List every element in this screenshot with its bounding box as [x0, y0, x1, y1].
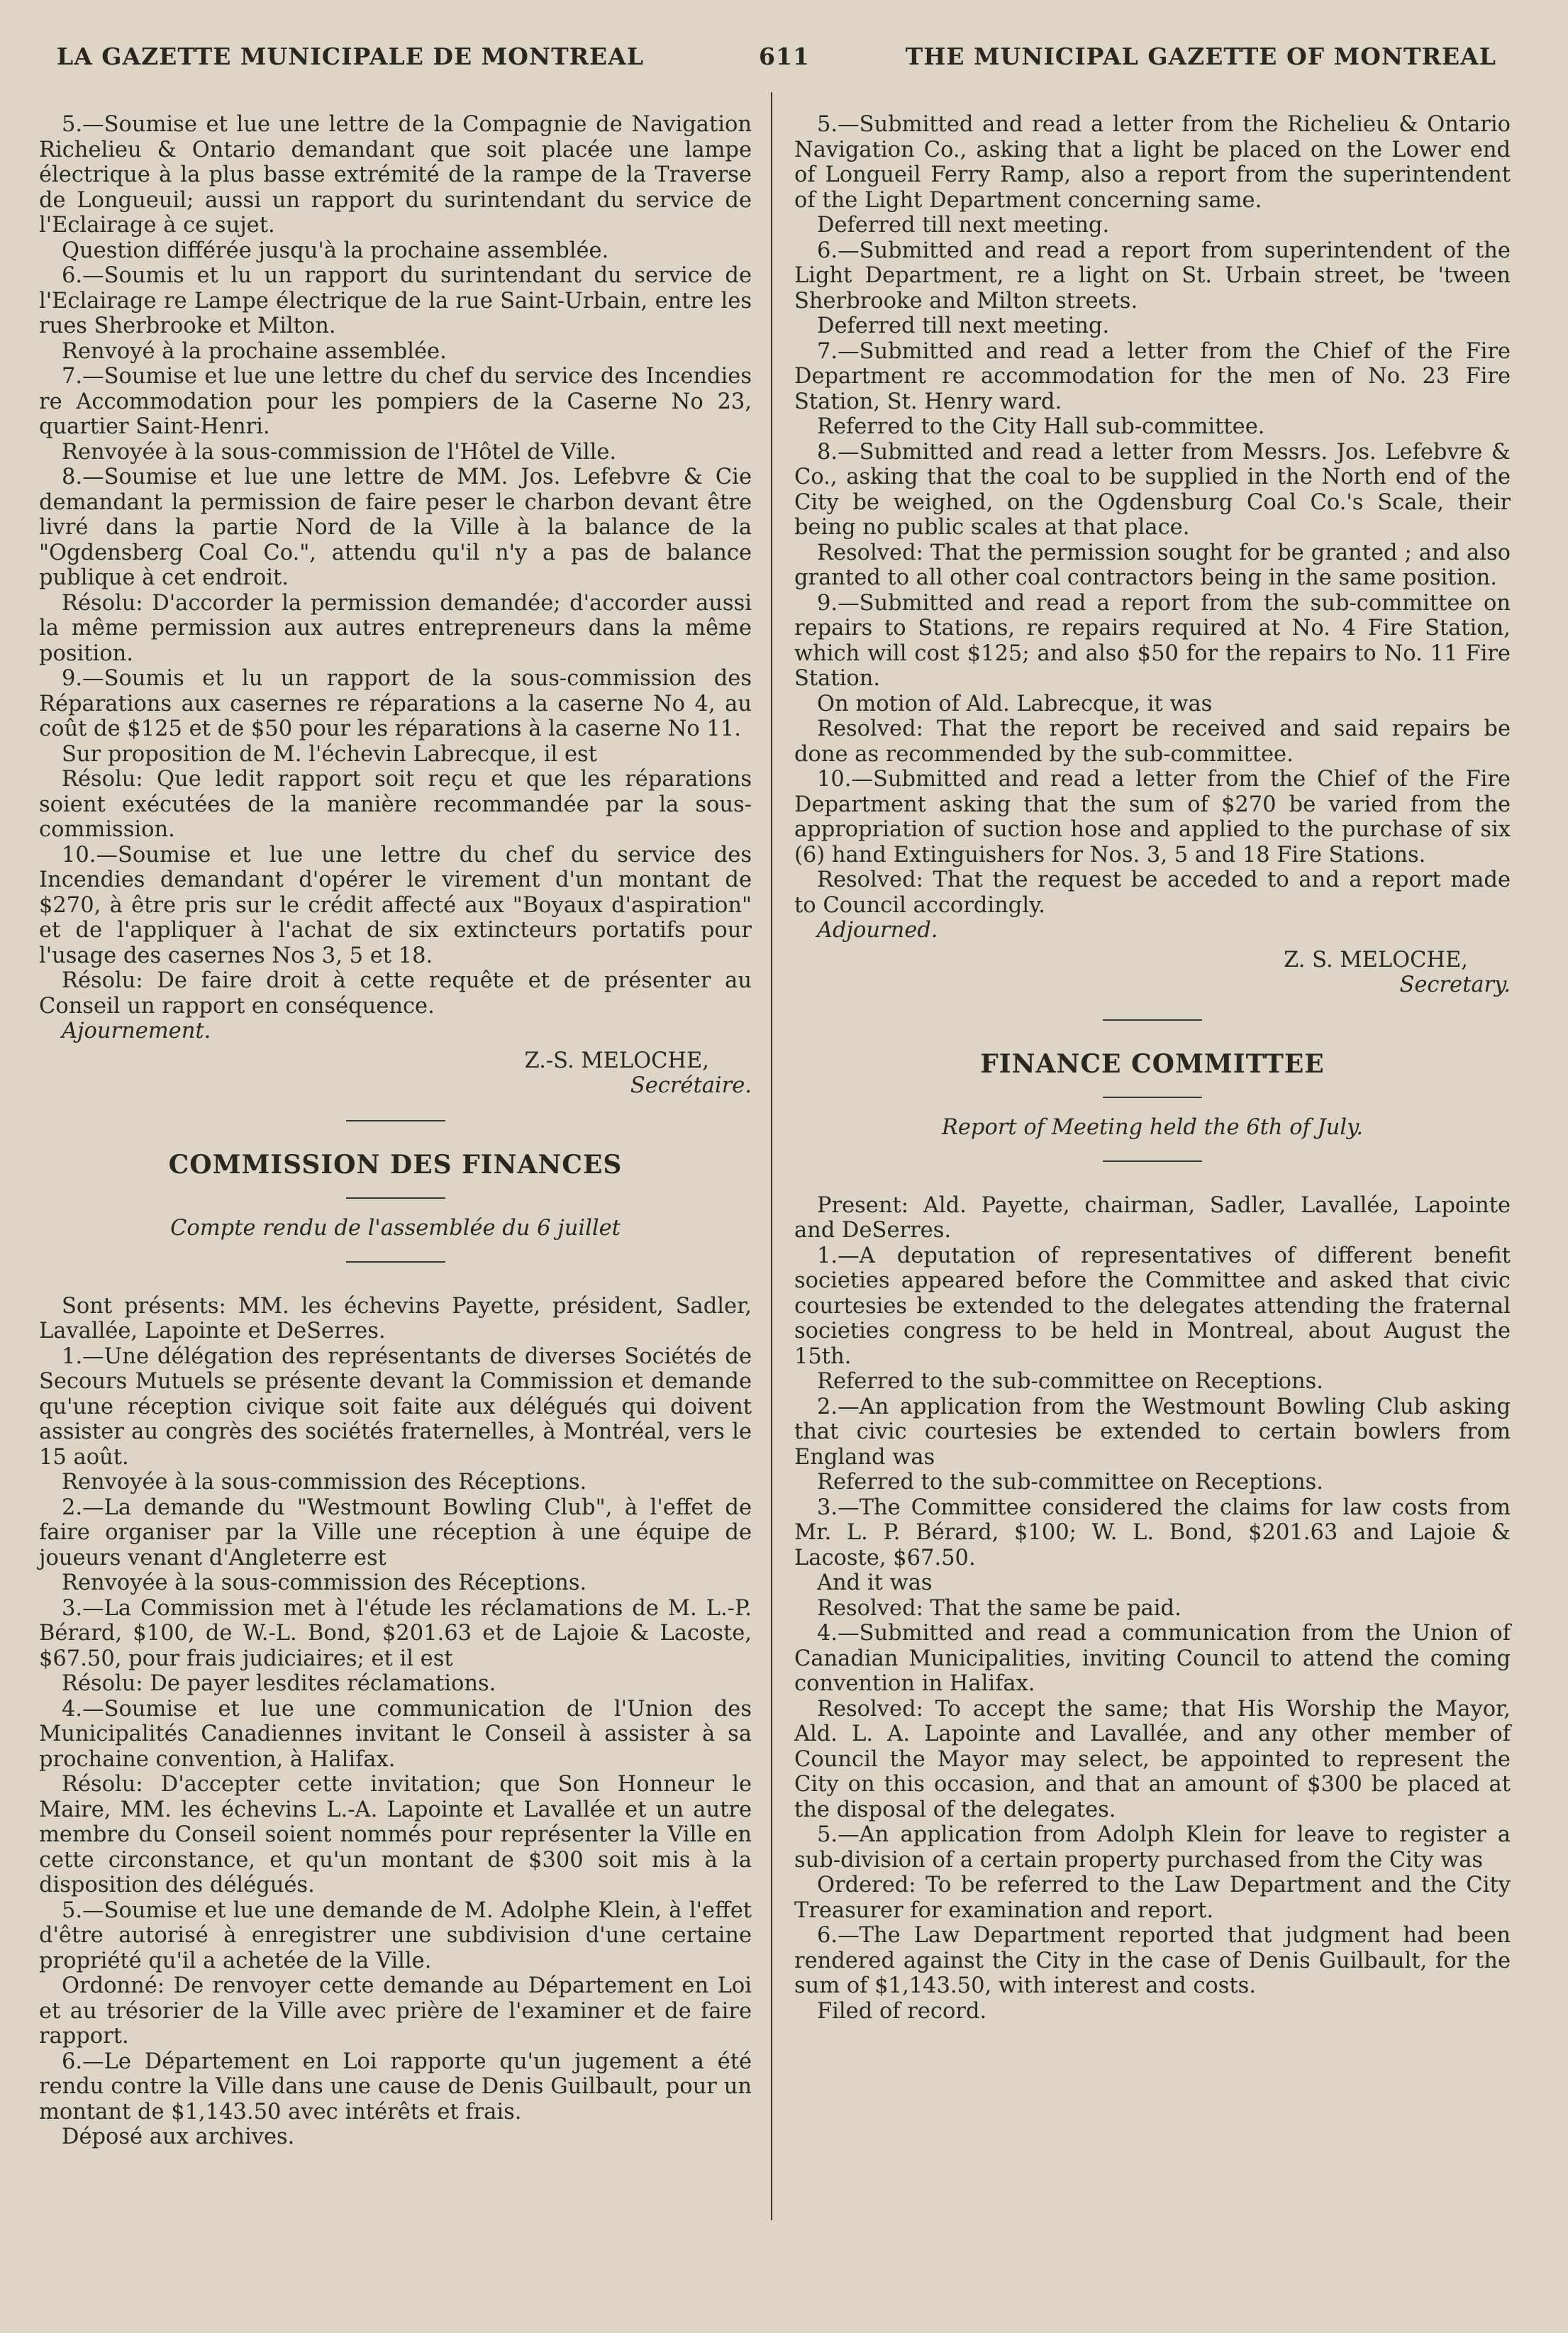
- english-column: [794, 112, 1511, 2024]
- subtitle-rule: [1103, 1160, 1202, 1162]
- signature-name: Z. S. MELOCHE,: [1284, 947, 1468, 972]
- paragraph: Resolved: That the request be acceded to and a report made to Council accordingly.: [794, 868, 1511, 918]
- paragraph: Sur proposition de M. l'échevin Labrecque, il est: [62, 741, 597, 767]
- paragraph: And it was: [817, 1570, 933, 1595]
- paragraph: 9.—Submitted and read a report from the sub-committee on repairs to Stations, re repairs required at No. 4 Fire Station, which will cost $125; and also $50 for the repairs to No. 11 Fire Station.: [794, 590, 1511, 691]
- paragraph: Renvoyé à la prochaine assemblée.: [62, 338, 447, 364]
- paragraph: Renvoyée à la sous-commission des Réceptions.: [62, 1470, 587, 1495]
- paragraph: Referred to the sub-committee on Receptions.: [817, 1470, 1323, 1495]
- paragraph: Present: Ald. Payette, chairman, Sadler, Lavallée, Lapointe and DeSerres.: [794, 1192, 1511, 1243]
- paragraph: 6.—Submitted and read a report from superintendent of the Light Department, re a light on St. Urbain street, be 'tween Sherbrooke and Milton streets.: [794, 238, 1511, 314]
- header-english-title: THE MUNICIPAL GAZETTE OF MONTREAL: [905, 43, 1496, 70]
- section-subtitle: Compte rendu de l'assemblée du 6 juillet: [170, 1216, 621, 1241]
- paragraph: 10.—Submitted and read a letter from the Chief of the Fire Department asking that the sum of $270 be varied from the appropriation of suction hose and applied to the purchase of six (6) hand Extinguishers for Nos. 3, 5 and 18 Fire Stations.: [794, 767, 1511, 868]
- signature-title: Secretary.: [1399, 972, 1511, 997]
- page-header: [57, 43, 1496, 78]
- adjournment: Ajournement.: [62, 1019, 211, 1043]
- paragraph: 5.—Soumise et lue une lettre de la Compagnie de Navigation Richelieu & Ontario demandant que soit placée une lampe électrique à la plus basse extrémité de la rampe de la Traverse de Longueuil; aussi un rapport du surintendant du service de l'Eclairage à ce sujet.: [39, 112, 752, 238]
- subtitle-rule: [346, 1261, 445, 1263]
- french-minutes: [39, 112, 752, 1044]
- paragraph: 10.—Soumise et lue une lettre du chef du service des Incendies demandant d'opérer le virement d'un montant de $270, à être pris sur le crédit affecté aux "Boyaux d'aspiration" et de l'appliquer à l'achat de six extincteurs portatifs pour l'usage des casernes Nos 3, 5 et 18.: [39, 842, 752, 968]
- paragraph: 6.—The Law Department reported that judgment had been rendered against the City in the case of Denis Guilbault, for the sum of $1,143.50, with interest and costs.: [794, 1923, 1511, 1998]
- english-signature: [794, 948, 1511, 998]
- paragraph: Renvoyée à la sous-commission de l'Hôtel de Ville.: [62, 439, 617, 465]
- paragraph: 5.—An application from Adolph Klein for leave to register a sub-division of a certain property purchased from the City was: [794, 1822, 1511, 1873]
- paragraph: 1.—Une délégation des représentants de diverses Sociétés de Secours Mutuels se présente devant la Commission et demande qu'une réception civique soit faite aux délégués qui doivent assister au congrès des sociétés fraternelles, à Montréal, vers le 15 août.: [39, 1343, 752, 1470]
- paragraph: Deferred till next meeting.: [817, 314, 1110, 338]
- paragraph: 5.—Soumise et lue une demande de M. Adolphe Klein, à l'effet d'être autorisé à enregistrer une subdivision d'une certaine propriété qu'il a achetée de la Ville.: [39, 1897, 752, 1973]
- paragraph: Résolu: Que ledit rapport soit reçu et que les réparations soient exécutées de la manière recommandée par la sous-commission.: [39, 767, 752, 842]
- paragraph: 4.—Soumise et lue une communication de l'Union des Municipalités Canadiennes invitant le Conseil à assister à sa prochaine convention, à Halifax.: [39, 1696, 752, 1772]
- paragraph: 6.—Le Département en Loi rapporte qu'un jugement a été rendu contre la Ville dans une cause de Denis Guilbault, pour un montant de $1,143.50 avec intérêts et frais.: [39, 2049, 752, 2124]
- column-divider: [771, 92, 772, 2220]
- english-minutes: [794, 112, 1511, 943]
- section-rule: [1103, 1019, 1202, 1021]
- paragraph: 2.—An application from the Westmount Bowling Club asking that civic courtesies be extended to certain bowlers from England was: [794, 1394, 1511, 1470]
- paragraph: Résolu: D'accepter cette invitation; que Son Honneur le Maire, MM. les échevins L.-A. Lapointe et Lavallée et un autre membre du Conseil soient nommés pour représenter la Ville en cette circonstance, et qu'un montant de $300 soit mis à la disposition des délégués.: [39, 1772, 752, 1897]
- paragraph: Renvoyée à la sous-commission des Réceptions.: [62, 1570, 587, 1595]
- paragraph: 8.—Submitted and read a letter from Messrs. Jos. Lefebvre & Co., asking that the coal to be supplied in the North end of the City be weighed, on the Ogdensburg Coal Co.'s Scale, their being no public scales at that place.: [794, 439, 1511, 540]
- paragraph: Résolu: De payer lesdites réclamations.: [62, 1671, 496, 1696]
- paragraph: Resolved: That the same be paid.: [817, 1595, 1181, 1621]
- section-title: FINANCE COMMITTEE: [980, 1048, 1325, 1079]
- french-signature: [39, 1048, 752, 1099]
- signature-name: Z.-S. MELOCHE,: [524, 1048, 709, 1073]
- paragraph: Resolved: To accept the same; that His Worship the Mayor, Ald. L. A. Lapointe and Lavallée, and any other member of Council the Mayor may select, be appointed to represent the City on this occasion, and that an amount of $300 be placed at the disposal of the delegates.: [794, 1696, 1511, 1822]
- section-subtitle: Report of Meeting held the 6th of July.: [941, 1115, 1364, 1140]
- paragraph: Question différée jusqu'à la prochaine assemblée.: [62, 238, 609, 263]
- paragraph: 1.—A deputation of representatives of different benefit societies appeared before the Committee and asked that civic courtesies be extended to the delegates attending the fraternal societies congress to be held in Montreal, about August the 15th.: [794, 1243, 1511, 1369]
- paragraph: Ordonné: De renvoyer cette demande au Département en Loi et au trésorier de la Ville avec prière de l'examiner et de faire rapport.: [39, 1973, 752, 2049]
- page-number: 611: [759, 43, 810, 70]
- paragraph: 3.—The Committee considered the claims for law costs from Mr. L. P. Bérard, $100; W. L. Bond, $201.63 and Lajoie & Lacoste, $67.50.: [794, 1495, 1511, 1570]
- section-rule: [346, 1120, 445, 1121]
- paragraph: 3.—La Commission met à l'étude les réclamations de M. L.-P. Bérard, $100, de W.-L. Bond, $201.63 et de Lajoie & Lacoste, $67.50, pour frais judiciaires; et il est: [39, 1595, 752, 1671]
- title-rule: [1103, 1097, 1202, 1098]
- paragraph: Resolved: That the report be received and said repairs be done as recommended by the sub-committee.: [794, 716, 1511, 767]
- paragraph: Résolu: D'accorder la permission demandée; d'accorder aussi la même permission aux autres entrepreneurs dans la même position.: [39, 590, 752, 666]
- paragraph: 8.—Soumise et lue une lettre de MM. Jos. Lefebvre & Cie demandant la permission de faire peser le charbon devant être livré dans la partie Nord de la Ville à la balance de la "Ogdensberg Coal Co.", attendu qu'il n'y a pas de balance publique à cet endroit.: [39, 465, 752, 590]
- signature-title: Secrétaire.: [630, 1073, 752, 1098]
- paragraph: Résolu: De faire droit à cette requête et de présenter au Conseil un rapport en conséquence.: [39, 968, 752, 1019]
- paragraph: 5.—Submitted and read a letter from the Richelieu & Ontario Navigation Co., asking that a light be placed on the Lower end of Longueil Ferry Ramp, also a report from the superintendent of the Light Department concerning same.: [794, 112, 1511, 213]
- section-title: COMMISSION DES FINANCES: [168, 1149, 623, 1180]
- paragraph: 4.—Submitted and read a communication from the Union of Canadian Municipalities, inviting Council to attend the coming convention in Halifax.: [794, 1621, 1511, 1696]
- paragraph: On motion of Ald. Labrecque, it was: [817, 691, 1213, 716]
- paragraph: Ordered: To be referred to the Law Department and the City Treasurer for examination and report.: [794, 1873, 1511, 1923]
- paragraph: 6.—Soumis et lu un rapport du surintendant du service de l'Eclairage re Lampe électrique de la rue Saint-Urbain, entre les rues Sherbrooke et Milton.: [39, 263, 752, 338]
- paragraph: Deferred till next meeting.: [817, 213, 1110, 238]
- paragraph: Referred to the sub-committee on Receptions.: [817, 1369, 1323, 1394]
- english-finance-minutes: [794, 1193, 1511, 2024]
- paragraph: 9.—Soumis et lu un rapport de la sous-commission des Réparations aux casernes re réparations a la caserne No 4, au coût de $125 et de $50 pour les réparations à la caserne No 11.: [39, 666, 752, 741]
- paragraph: 2.—La demande du "Westmount Bowling Club", à l'effet de faire organiser par la Ville une réception à une équipe de joueurs venant d'Angleterre est: [39, 1495, 752, 1570]
- header-french-title: LA GAZETTE MUNICIPALE DE MONTREAL: [57, 43, 645, 70]
- paragraph: 7.—Submitted and read a letter from the Chief of the Fire Department re accommodation for the men of No. 23 Fire Station, St. Henry ward.: [794, 338, 1511, 414]
- title-rule: [346, 1197, 445, 1199]
- paragraph: Déposé aux archives.: [62, 2124, 295, 2149]
- french-column: [39, 112, 752, 2150]
- french-finance-minutes: [39, 1294, 752, 2150]
- paragraph: Resolved: That the permission sought for be granted ; and also granted to all other coal contractors being in the same position.: [794, 540, 1511, 590]
- adjournment: Adjourned.: [817, 918, 938, 943]
- paragraph: 7.—Soumise et lue une lettre du chef du service des Incendies re Accommodation pour les pompiers de la Caserne No 23, quartier Saint-Henri.: [39, 364, 752, 439]
- paragraph: Sont présents: MM. les échevins Payette, président, Sadler, Lavallée, Lapointe et DeSerres.: [39, 1293, 752, 1343]
- paragraph: Referred to the City Hall sub-committee.: [817, 414, 1265, 439]
- paragraph: Filed of record.: [817, 1998, 987, 2024]
